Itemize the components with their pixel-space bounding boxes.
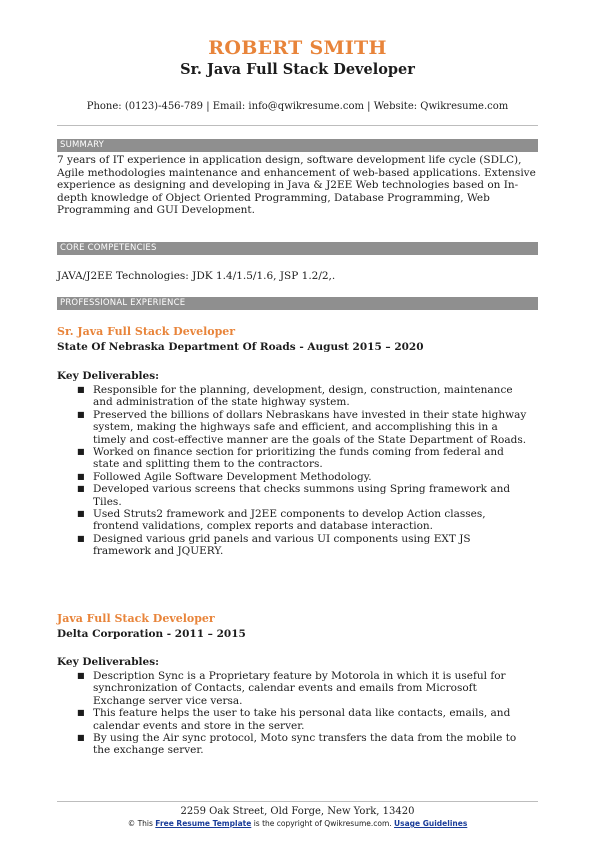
list-item-text: Responsible for the planning, development, design, construction, maintenance and administration of the state highway system. <box>93 384 513 409</box>
list-item <box>57 670 527 707</box>
list-item <box>57 732 527 757</box>
experience-heading: PROFESSIONAL EXPERIENCE <box>57 297 538 310</box>
list-item-text: Preserved the billions of dollars Nebraskans have invested in their state highway system, making the highways safe and efficient, and accomplishing this in a timely and cost-effective manner are the goals of the State Department of Roads. <box>93 408 527 446</box>
deliverables-list <box>57 384 527 558</box>
bullet-icon: ■ <box>77 533 85 543</box>
bullet-icon: ■ <box>77 708 85 718</box>
list-item-text: Description Sync is a Proprietary feature by Motorola in which it is useful for synchronization of Contacts, calendar events and emails from Microsoft Exchange server vice versa. <box>93 670 506 707</box>
list-item-text: Developed various screens that checks summons using Spring framework and Tiles. <box>93 483 511 508</box>
job-organization: Delta Corporation - 2011 – 2015 <box>57 628 246 640</box>
deliverables-list <box>57 670 527 757</box>
copyright-middle: is the copyright of Qwikresume.com. <box>253 819 392 828</box>
list-item-text: Worked on finance section for prioritizing the funds coming from federal and state and splitting them to the contractors. <box>93 446 504 471</box>
bullet-icon: ■ <box>77 671 85 680</box>
list-item-text: Used Struts2 framework and J2EE components to develop Action classes, frontend validations, complex reports and database interaction. <box>93 508 486 533</box>
list-item <box>57 384 527 409</box>
list-item <box>57 471 527 483</box>
list-item <box>57 707 527 732</box>
list-item-text: Designed various grid panels and various UI components using EXT JS framework and JQUERY. <box>93 532 471 558</box>
bullet-icon: ■ <box>77 484 85 494</box>
list-item-text: Followed Agile Software Development Methodology. <box>93 470 372 483</box>
competencies-text: JAVA/J2EE Technologies: JDK 1.4/1.5/1.6, JSP 1.2/2,. <box>57 270 336 282</box>
bullet-icon: ■ <box>77 447 85 457</box>
footer-copyright <box>0 819 595 829</box>
list-item <box>57 446 527 471</box>
list-item-text: By using the Air sync protocol, Moto sync transfers the data from the mobile to the exchange server. <box>93 732 517 757</box>
header-divider <box>57 125 538 126</box>
deliverables-label: Key Deliverables: <box>57 656 160 668</box>
bullet-icon: ■ <box>77 409 85 419</box>
competencies-heading: CORE COMPETENCIES <box>57 242 538 255</box>
footer-address: 2259 Oak Street, Old Forge, New York, 13420 <box>180 806 415 817</box>
job-title: Sr. Java Full Stack Developer <box>57 325 236 338</box>
copyright-prefix: © This <box>127 819 153 828</box>
summary-heading: SUMMARY <box>57 139 538 152</box>
free-resume-template-link[interactable]: Free Resume Template <box>155 819 252 828</box>
job-organization: State Of Nebraska Department Of Roads - August 2015 – 2020 <box>57 341 424 353</box>
job-title: Java Full Stack Developer <box>57 612 215 625</box>
candidate-name: ROBERT SMITH <box>208 37 387 59</box>
bullet-icon: ■ <box>77 385 85 394</box>
list-item <box>57 533 527 558</box>
bullet-icon: ■ <box>77 733 85 743</box>
list-item <box>57 483 527 508</box>
usage-guidelines-link[interactable]: Usage Guidelines <box>394 819 468 828</box>
list-item <box>57 508 527 533</box>
resume-header <box>0 37 595 79</box>
bullet-icon: ■ <box>77 509 85 519</box>
bullet-icon: ■ <box>77 471 85 481</box>
candidate-title: Sr. Java Full Stack Developer <box>180 61 415 78</box>
list-item <box>57 409 527 446</box>
footer-divider <box>57 801 538 802</box>
summary-text: 7 years of IT experience in application design, software development life cycle (SDLC), Agile methodologies maintenance and enhancement of web-based applications. Extensive experience as designing and developing in Java & J2EE Web technologies based on In-depth knowledge of Object Oriented Programming, Database Programming, Web Programming and GUI Development. <box>57 154 536 217</box>
contact-line: Phone: (0123)-456-789 | Email: info@qwikresume.com | Website: Qwikresume.com <box>86 101 509 112</box>
list-item-text: This feature helps the user to take his personal data like contacts, emails, and calendar events and store in the server. <box>93 707 511 732</box>
deliverables-label: Key Deliverables: <box>57 370 160 382</box>
